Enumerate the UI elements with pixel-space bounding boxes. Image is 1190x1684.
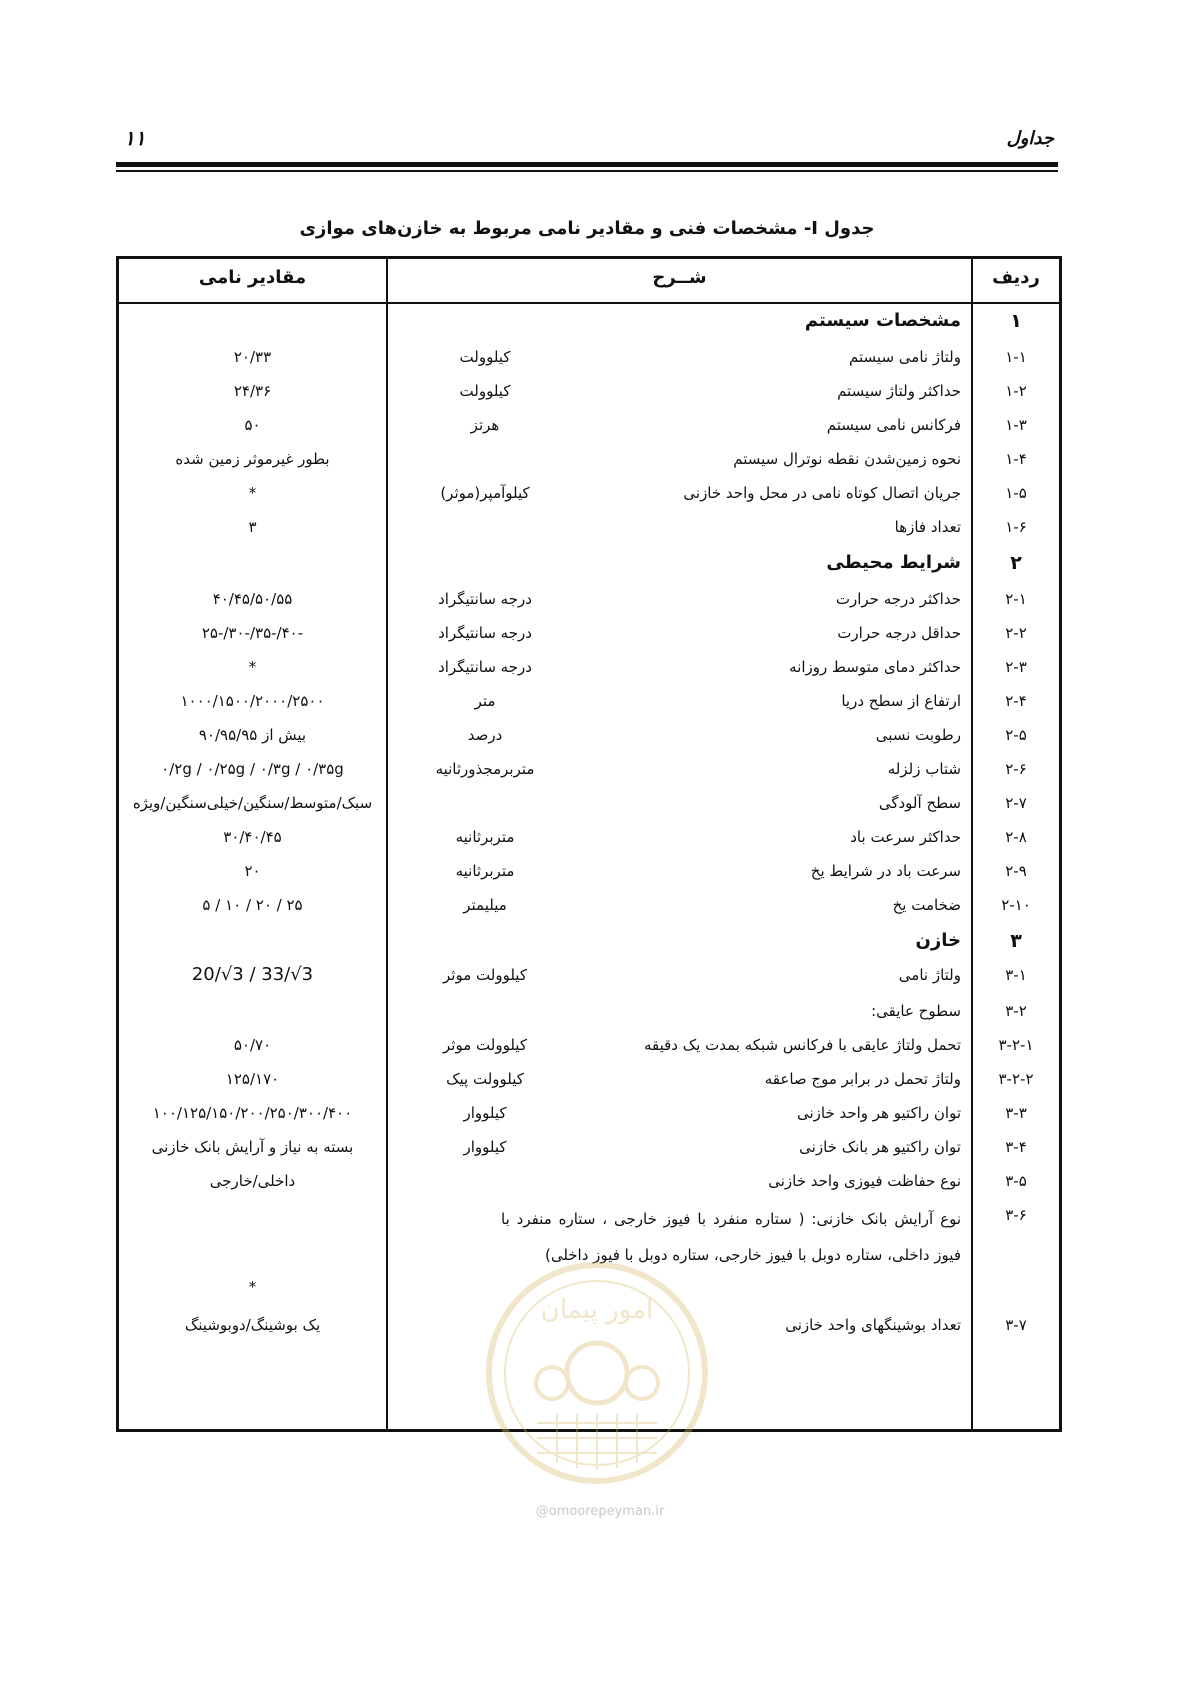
row-value: ۲۴/۳۶ [233, 382, 272, 400]
row-value: یک بوشینگ/دوبوشینگ [184, 1316, 321, 1334]
table-row [119, 407, 1059, 443]
row-description: ارتفاع از سطح دریا [841, 692, 961, 710]
row-description: نوع آرایش بانک خازنی: ( ستاره منفرد با فیوز خارجی ، ستاره منفرد با فیوز داخلی، ستاره دوبل با فیوز خارجی، ستاره دوبل با فیوز داخلی) [501, 1210, 961, 1264]
table-row [119, 649, 1059, 685]
table-row [119, 751, 1059, 787]
row-unit: درجه سانتیگراد [438, 624, 532, 642]
spec-table [116, 256, 1062, 1432]
watermark-logo-text: امور پیمان [540, 1295, 654, 1325]
row-number: ۲-۸ [1005, 828, 1027, 846]
row-unit: کیلوولت [459, 348, 511, 366]
table-title: جدول I- مشخصات فنی و مقادیر نامی مربوط به خازن‌های موازی [299, 218, 875, 239]
row-unit: میلیمتر [463, 896, 507, 914]
table-row [119, 1027, 1059, 1063]
row-number: ۳-۷ [1005, 1316, 1027, 1334]
row-description: حداکثر درجه حرارت [835, 590, 961, 608]
row-unit: کیلوآمپر(موثر) [440, 484, 530, 502]
table-row [119, 683, 1059, 719]
row-description: نوع حفاظت فیوزی واحد خازنی [768, 1172, 961, 1190]
row-value: ۱۲۵/۱۷۰ [225, 1070, 280, 1088]
row-unit: درجه سانتیگراد [438, 590, 532, 608]
table-row [119, 581, 1059, 617]
row-value: بطور غیرموثر زمین شده [175, 450, 330, 468]
row-value: ۵۰/۷۰ [233, 1036, 272, 1054]
table-row [119, 993, 1059, 1029]
row-value: سبک/متوسط/سنگین/خیلی‌سنگین/ویژه [132, 794, 373, 812]
row-number: ۲-۶ [1005, 760, 1027, 778]
row-description: تعداد بوشینگهای واحد خازنی [785, 1316, 961, 1334]
row-description: نحوه زمین‌شدن نقطه نوترال سیستم [733, 450, 961, 468]
row-unit: متربرثانیه [455, 828, 515, 846]
row-number: ۳-۲-۲ [998, 1070, 1034, 1088]
table-row [119, 1095, 1059, 1131]
row-unit: متربرمجذورثانیه [435, 760, 535, 778]
row-number: ۲ [1010, 552, 1022, 574]
row-description: سطح آلودگی [878, 794, 961, 812]
row-value: ۲۰ [244, 862, 261, 880]
watermark-logo [482, 1258, 712, 1488]
column-header-radif: ردیف [992, 267, 1040, 288]
row-number: ۲-۹ [1005, 862, 1027, 880]
section-title: خازن [915, 930, 961, 951]
row-value: ۱۰۰/۱۲۵/۱۵۰/۲۰۰/۲۵۰/۳۰۰/۴۰۰ [152, 1104, 353, 1122]
row-value: * [248, 658, 257, 676]
row-number: ۳-۲-۱ [998, 1036, 1034, 1054]
row-value: داخلی/خارجی [209, 1172, 296, 1190]
row-unit: کیلووار [463, 1138, 507, 1156]
row-unit: کیلوولت پیک [446, 1070, 524, 1088]
row-number: ۲-۱ [1005, 590, 1027, 608]
row-description: ولتاژ نامی سیستم [849, 348, 961, 366]
row-description: تعداد فازها [894, 518, 961, 536]
row-number: ۳-۵ [1005, 1172, 1027, 1190]
table-row [119, 339, 1059, 375]
column-header-sharh: شــرح [652, 267, 707, 288]
row-number: ۳-۲ [1005, 1002, 1027, 1020]
row-unit: متر [474, 692, 496, 710]
row-description: تحمل ولتاژ عایقی با فرکانس شبکه بمدت یک دقیقه [643, 1036, 961, 1054]
section-title: جداول [1006, 128, 1054, 149]
row-number: ۱ [1010, 310, 1022, 332]
table-row [119, 1163, 1059, 1199]
watermark-site: @omoorepeyman.ir [535, 1504, 665, 1519]
row-value: ۱۰۰۰/۱۵۰۰/۲۰۰۰/۲۵۰۰ [180, 692, 325, 710]
row-value: ۵۰ [244, 416, 261, 434]
table-row [119, 1061, 1059, 1097]
page-number: ۱۱ [124, 126, 146, 150]
row-description: فرکانس نامی سیستم [826, 416, 961, 434]
table-row [119, 441, 1059, 477]
row-unit: درجه سانتیگراد [438, 658, 532, 676]
row-description: توان راکتیو هر بانک خازنی [799, 1138, 961, 1156]
row-number: ۲-۵ [1005, 726, 1027, 744]
section-title: شرایط محیطی [826, 552, 961, 573]
row-number: ۲-۳ [1005, 658, 1027, 676]
row-description: حداقل درجه حرارت [837, 624, 961, 642]
table-row [119, 1129, 1059, 1165]
row-description: ولتاژ نامی [898, 966, 961, 984]
row-number: ۳-۶ [1005, 1206, 1027, 1224]
row-number: ۱-۲ [1005, 382, 1027, 400]
row-number: ۲-۲ [1005, 624, 1027, 642]
row-value: ۲۵ / ۲۰ / ۱۰ / ۵ [202, 896, 303, 914]
row-value: ۳۰/۴۰/۴۵ [223, 828, 282, 846]
row-number: ۳-۱ [1005, 966, 1027, 984]
row-value: * [248, 1278, 257, 1296]
section-row [119, 303, 1059, 339]
row-unit: درصد [467, 726, 503, 744]
row-value: ۳ [248, 518, 257, 536]
row-description: حداکثر ولتاژ سیستم [837, 382, 961, 400]
row-unit: کیلوولت موثر [443, 1036, 527, 1054]
section-row [119, 923, 1059, 959]
row-number: ۱-۵ [1005, 484, 1027, 502]
row-value: ۴۰/۴۵/۵۰/۵۵ [212, 590, 293, 608]
table-row [119, 373, 1059, 409]
row-unit: کیلوولت [459, 382, 511, 400]
column-header-maqadir: مقادیر نامی [198, 267, 307, 288]
row-number: ۲-۴ [1005, 692, 1027, 710]
row-value: ۰/۲g / ۰/۲۵g / ۰/۳g / ۰/۳۵g [161, 760, 344, 778]
table-row [119, 717, 1059, 753]
row-description: سطوح عایقی: [871, 1002, 961, 1020]
table-row [119, 819, 1059, 855]
table-row [119, 475, 1059, 511]
table-row [119, 957, 1059, 993]
row-description: حداکثر سرعت باد [850, 828, 961, 846]
row-description: حداکثر دمای متوسط روزانه [789, 658, 961, 676]
row-value: ۲۰/۳۳ [233, 348, 272, 366]
row-number: ۱-۳ [1005, 416, 1027, 434]
row-value: * [248, 484, 257, 502]
row-number: ۳-۳ [1005, 1104, 1027, 1122]
row-value: بسته به نیاز و آرایش بانک خازنی [151, 1138, 354, 1156]
row-value: -۴۰/-۳۵/-۳۰/-۲۵ [201, 624, 304, 642]
row-description: ولتاژ تحمل در برابر موج صاعقه [764, 1070, 961, 1088]
table-row [119, 853, 1059, 889]
row-number: ۱-۶ [1005, 518, 1027, 536]
row-description: جریان اتصال کوتاه نامی در محل واحد خازنی [683, 484, 961, 502]
row-value: بیش از ۹۰/۹۵/۹۵ [198, 726, 307, 744]
row-description: توان راکتیو هر واحد خازنی [796, 1104, 961, 1122]
row-number: ۳-۴ [1005, 1138, 1027, 1156]
section-row [119, 545, 1059, 581]
row-unit: هرتز [470, 416, 500, 434]
row-number: ۳ [1010, 930, 1022, 952]
row-number: ۲-۱۰ [1001, 896, 1031, 914]
table-row [119, 615, 1059, 651]
table-row [119, 785, 1059, 821]
row-number: ۲-۷ [1005, 794, 1027, 812]
row-value: 20/√3 / 33/√3 [191, 964, 314, 985]
header-rule-thick [116, 162, 1058, 167]
header-rule-thin [116, 170, 1058, 172]
row-unit: کیلوولت موثر [443, 966, 527, 984]
row-description: ضخامت یخ [892, 896, 961, 914]
row-unit: کیلووار [463, 1104, 507, 1122]
row-description: رطوبت نسبی [875, 726, 961, 744]
row-unit: متربرثانیه [455, 862, 515, 880]
table-row [119, 509, 1059, 545]
row-description: شتاب زلزله [887, 760, 961, 778]
row-number: ۱-۱ [1005, 348, 1027, 366]
table-row [119, 887, 1059, 923]
row-number: ۱-۴ [1005, 450, 1027, 468]
page-header [116, 122, 1058, 170]
section-title: مشخصات سیستم [804, 310, 961, 331]
row-description: سرعت باد در شرایط یخ [810, 862, 961, 880]
